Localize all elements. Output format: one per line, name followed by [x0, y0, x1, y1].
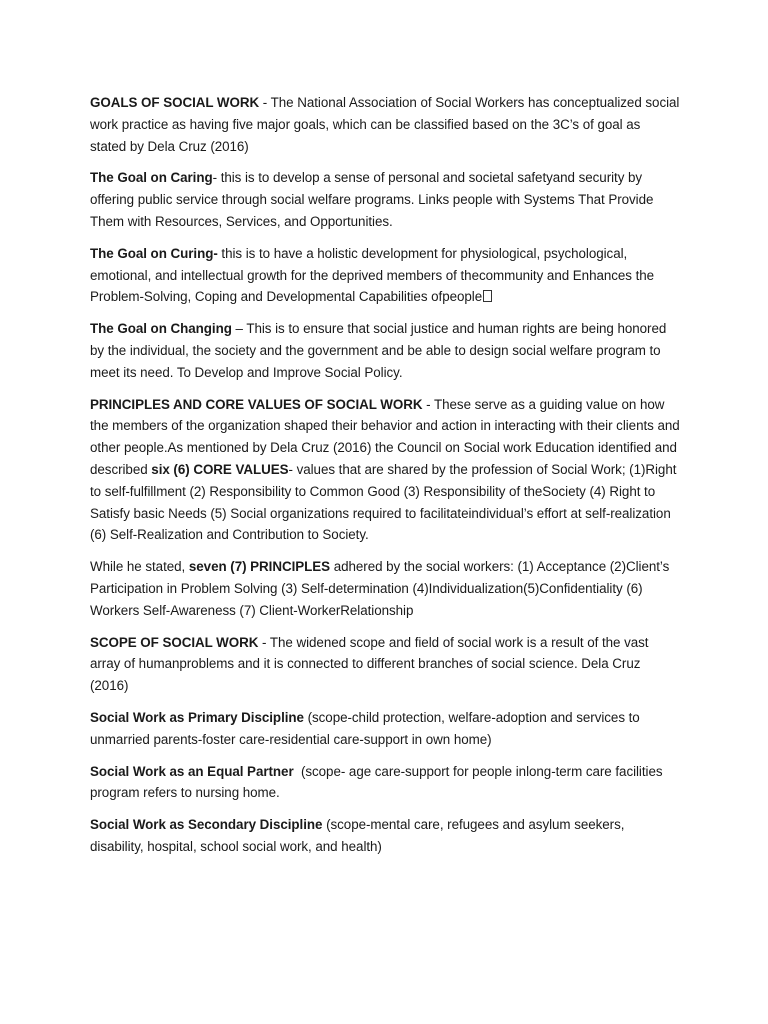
heading-goal-on-curing: The Goal on Curing- — [90, 245, 218, 261]
paragraph-secondary-discipline — [90, 814, 680, 858]
paragraph-goal-on-caring — [90, 167, 680, 232]
heading-secondary-discipline: Social Work as Secondary Discipline — [90, 817, 323, 833]
seven-principles-label: seven (7) PRINCIPLES — [188, 559, 331, 575]
paragraph-text: - this is to develop a sense of personal and societal safetyand security by offering public service through social welfare programs. Links people with Systems That Provide Them with Resources, Services, and Opportunities. — [90, 170, 654, 229]
paragraph-goal-on-curing — [90, 243, 680, 308]
missing-glyph-icon — [483, 290, 492, 302]
paragraph-text: - The National Association of Social Workers has conceptualized social work practice as having five major goals, which can be classified based on the 3C’s of goal as stated by Dela Cruz (2016) — [90, 95, 680, 154]
paragraph-text: (scope-child protection, welfare-adoption and services to unmarried parents-foster care-residential care-support in own home) — [90, 709, 640, 747]
paragraph-primary-discipline — [90, 707, 680, 751]
paragraph-text: (scope-mental care, refugees and asylum seekers, disability, hospital, school social work, and health) — [90, 817, 625, 854]
heading-scope-of-social-work: SCOPE OF SOCIAL WORK — [90, 634, 259, 650]
heading-goal-on-caring: The Goal on Caring — [90, 170, 213, 186]
paragraph-text: – This is to ensure that social justice and human rights are being honored by the individual, the society and the government and be able to design social welfare program to meet its need. To Develop and Improve Social Policy. — [90, 321, 667, 380]
heading-primary-discipline: Social Work as Primary Discipline — [90, 709, 304, 725]
paragraph-text: - These serve as a guiding value on how the members of the organization shaped their behavior and action in interacting with their clients and other people.As mentioned by Dela Cruz (2016) the Council on Social work Education identified and described — [90, 396, 680, 477]
paragraph-text-after: adhered by the social workers: (1) Acceptance (2)Client’s Participation in Problem Solving (3) Self-determination (4)Individualization(5)Confidentiality (6) Workers Self-Awareness (7) Client-WorkerRelationship — [90, 559, 670, 618]
paragraph-goals-of-social-work — [90, 92, 680, 157]
paragraph-text: (scope- age care-support for people inlong-term care facilities program refers to nursing home. — [90, 763, 667, 801]
heading-principles-and-core-values: PRINCIPLES AND CORE VALUES OF SOCIAL WORK — [90, 396, 423, 412]
heading-goals-of-social-work: GOALS OF SOCIAL WORK — [90, 95, 260, 110]
paragraph-equal-partner — [90, 761, 680, 805]
core-values-label: six (6) CORE VALUES — [151, 461, 289, 477]
paragraph-scope-of-social-work — [90, 632, 680, 697]
paragraph-goal-on-changing — [90, 318, 680, 383]
paragraph-text-before: While he stated, — [90, 559, 189, 575]
heading-equal-partner: Social Work as an Equal Partner — [90, 763, 294, 779]
heading-goal-on-changing: The Goal on Changing — [90, 321, 232, 337]
paragraph-principles-and-core-values — [90, 394, 680, 547]
paragraph-text: - The widened scope and field of social work is a result of the vast array of humanproblems and it is connected to different branches of social science. Dela Cruz (2016) — [90, 634, 649, 694]
paragraph-text: this is to have a holistic development for physiological, psychological, emotional, and intellectual growth for the deprived members of thecommunity and Enhances the Problem-Solving, Coping and Developmental Capabilities ofpeople — [90, 245, 655, 305]
paragraph-text-after: - values that are shared by the profession of Social Work; (1)Right to self-fulfillment (2) Responsibility to Common Good (3) Responsibility of theSociety (4) Right to Satisfy basic Needs (5) Social organizations required to facilitateindividual’s effort at self-realization (6) Self-Realization and Contribution to Society. — [90, 461, 677, 543]
paragraph-seven-principles — [90, 556, 680, 621]
